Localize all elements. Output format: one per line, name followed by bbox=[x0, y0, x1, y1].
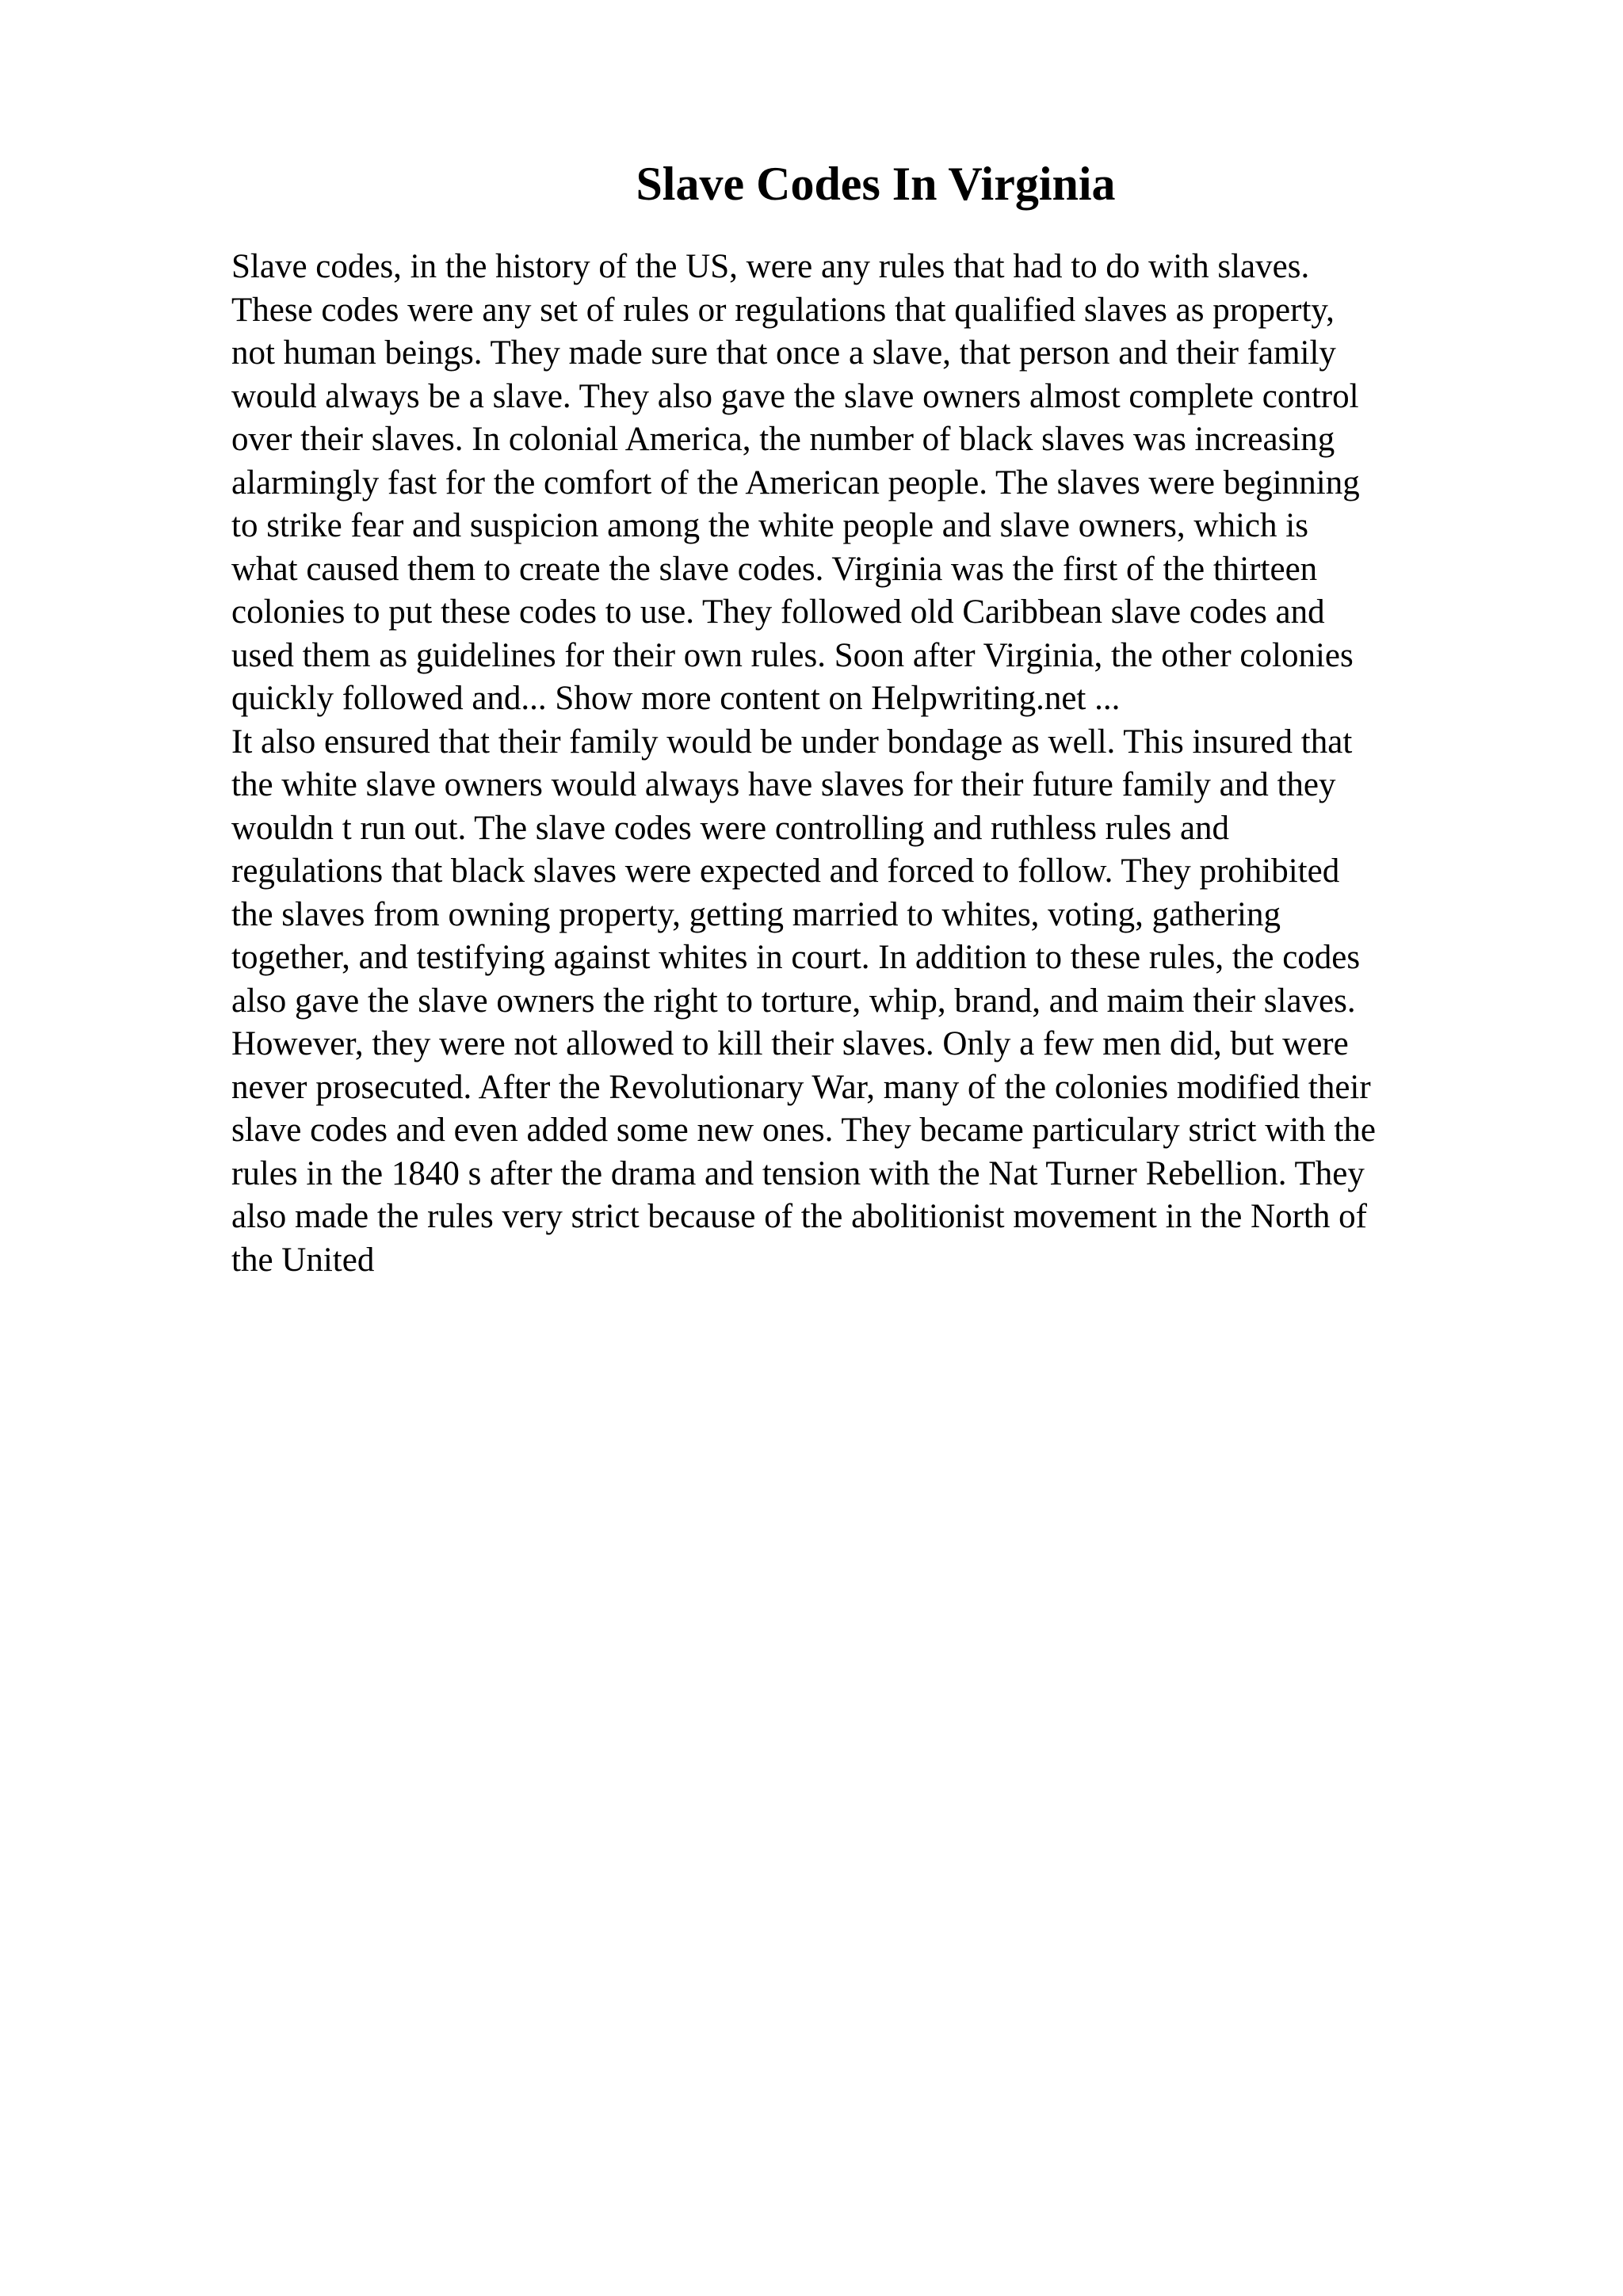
text-line: However, they were not allowed to kill their slaves. Only a few men did, but were bbox=[231, 1025, 1349, 1062]
text-line: alarmingly fast for the comfort of the American people. The slaves were beginning bbox=[231, 463, 1360, 502]
document-title: Slave Codes In Virginia bbox=[636, 158, 1116, 210]
paragraph-1 bbox=[231, 246, 1515, 721]
text-line: also gave the slave owners the right to torture, whip, brand, and maim their slaves. bbox=[231, 982, 1356, 1020]
text-line: quickly followed and... Show more content on Helpwriting.net ... bbox=[231, 680, 1121, 717]
text-line: the white slave owners would always have slaves for their future family and they bbox=[231, 766, 1336, 803]
text-line: over their slaves. In colonial America, the number of black slaves was increasing bbox=[231, 421, 1335, 458]
text-line: colonies to put these codes to use. They followed old Caribbean slave codes and bbox=[231, 593, 1325, 631]
text-line: to strike fear and suspicion among the white people and slave owners, which is bbox=[231, 507, 1308, 544]
text-line: the slaves from owning property, getting married to whites, voting, gathering bbox=[231, 895, 1281, 933]
text-line: slave codes and even added some new ones. They became particulary strict with the bbox=[231, 1112, 1376, 1149]
text-line: rules in the 1840 s after the drama and tension with the Nat Turner Rebellion. They bbox=[231, 1154, 1365, 1192]
text-line: It also ensured that their family would be under bondage as well. This insured that bbox=[231, 723, 1353, 761]
text-line: regulations that black slaves were expected and forced to follow. They prohibited bbox=[231, 852, 1340, 890]
text-line: These codes were any set of rules or regulations that qualified slaves as property, bbox=[231, 291, 1335, 329]
document-body bbox=[231, 246, 1515, 1282]
text-line: not human beings. They made sure that once a slave, that person and their family bbox=[231, 334, 1336, 372]
paragraph-2 bbox=[231, 721, 1515, 1283]
text-line: what caused them to create the slave codes. Virginia was the first of the thirteen bbox=[231, 550, 1318, 588]
text-line: the United bbox=[231, 1241, 375, 1279]
text-line: would always be a slave. They also gave the slave owners almost complete control bbox=[231, 377, 1359, 415]
text-line: used them as guidelines for their own rules. Soon after Virginia, the other colonies bbox=[231, 636, 1354, 674]
text-line: wouldn t run out. The slave codes were controlling and ruthless rules and bbox=[231, 809, 1230, 847]
text-line: never prosecuted. After the Revolutionary War, many of the colonies modified their bbox=[231, 1068, 1371, 1106]
text-line: also made the rules very strict because of the abolitionist movement in the North of bbox=[231, 1198, 1367, 1235]
text-line: Slave codes, in the history of the US, were any rules that had to do with slaves. bbox=[231, 248, 1310, 285]
text-line: together, and testifying against whites in court. In addition to these rules, the codes bbox=[231, 939, 1361, 976]
